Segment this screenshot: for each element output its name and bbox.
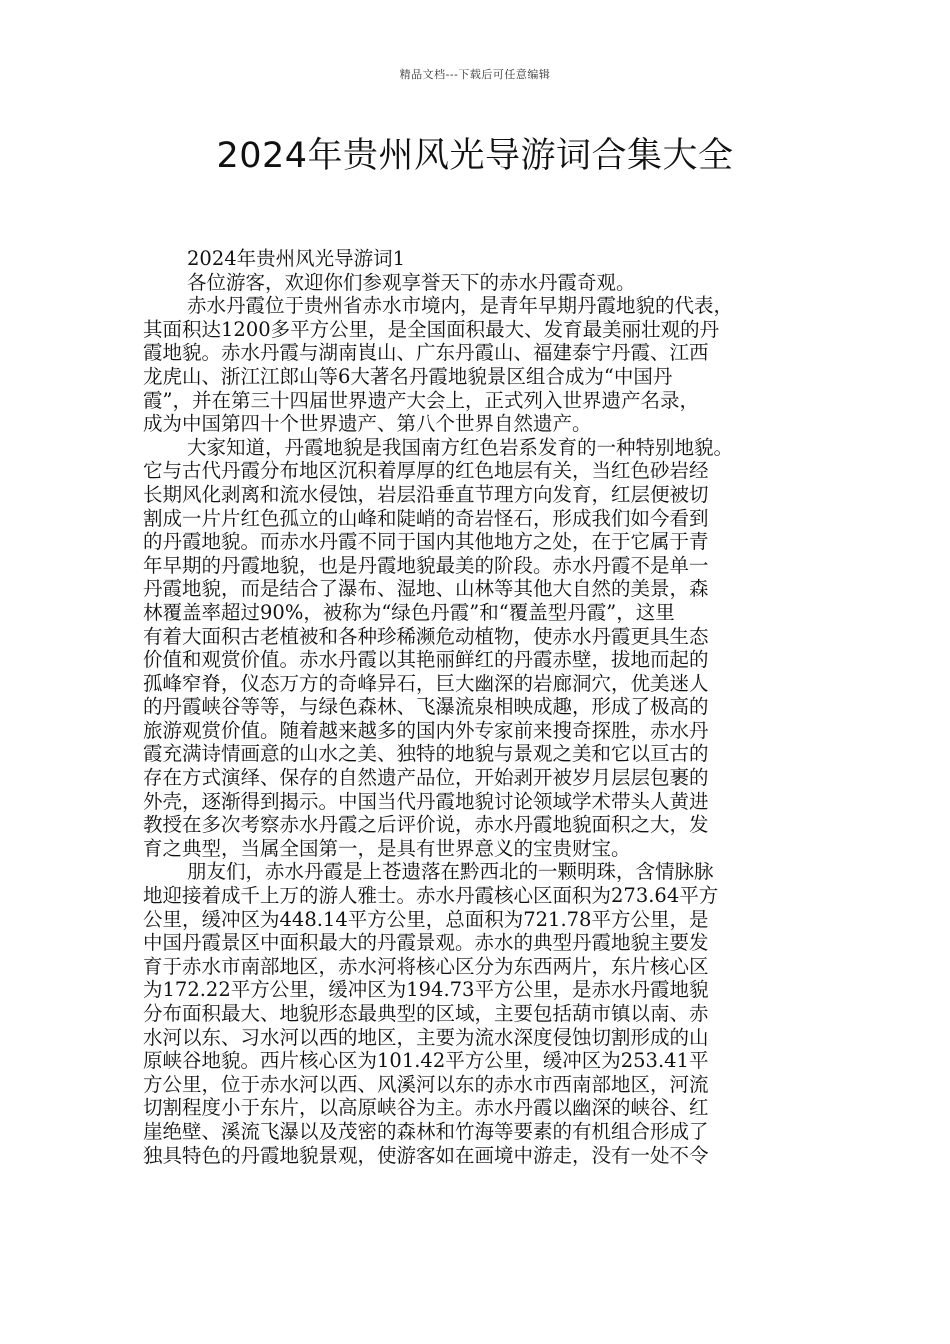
- text-line: 割成一片片红色孤立的山峰和陡峭的奇岩怪石，形成我们如今看到: [143, 506, 709, 530]
- text-line: 孤峰窄脊，仪态万方的奇峰异石，巨大幽深的岩廊洞穴，优美迷人: [143, 671, 709, 695]
- text-line: 价值和观赏价值。赤水丹霞以其艳丽鲜红的丹霞赤壁，拔地而起的: [143, 648, 709, 672]
- text-line: 独具特色的丹霞地貌景观，使游客如在画境中游走，没有一处不令: [143, 1143, 709, 1167]
- text-line: 地迎接着成千上万的游人雅士。赤水丹霞核心区面积为273.64平方: [143, 884, 719, 908]
- page-header-note: 精品文档---下载后可任意编辑: [399, 68, 551, 81]
- text-line: 教授在多次考察赤水丹霞之后评价说，赤水丹霞地貌面积之大，发: [143, 813, 709, 837]
- text-line: 2024年贵州风光导游词1: [187, 247, 406, 270]
- text-line: 的丹霞峡谷等等，与绿色森林、飞瀑流泉相映成趣，形成了极高的: [143, 695, 709, 719]
- text-line: 年早期的丹霞地貌，也是丹霞地貌最美的阶段。赤水丹霞不是单一: [143, 553, 709, 577]
- text-line: 切割程度小于东片，以高原峡谷为主。赤水丹霞以幽深的峡谷、红: [143, 1096, 709, 1120]
- text-line: 有着大面积古老植被和各种珍稀濒危动植物，使赤水丹霞更具生态: [143, 624, 709, 648]
- text-line: 存在方式演绎、保存的自然遗产品位，开始剥开被岁月层层包裹的: [143, 766, 709, 790]
- text-line: 龙虎山、浙江江郎山等6大著名丹霞地貌景区组合成为“中国丹: [143, 364, 673, 388]
- text-line: 大家知道，丹霞地貌是我国南方红色岩系发育的一种特别地貌。: [187, 435, 734, 459]
- text-line: 分布面积最大、地貌形态最典型的区域，主要包括葫市镇以南、赤: [143, 1002, 709, 1025]
- text-line: 霞地貌。赤水丹霞与湖南崀山、广东丹霞山、福建泰宁丹霞、江西: [143, 341, 709, 365]
- text-line: 各位游客，欢迎你们参观享誉天下的赤水丹霞奇观。: [187, 270, 636, 294]
- text-line: 公里，缓冲区为448.14平方公里，总面积为721.78平方公里，是: [143, 907, 709, 931]
- text-line: 霞”，并在第三十四届世界遗产大会上，正式列入世界遗产名录，: [143, 388, 699, 412]
- document-body: [143, 247, 823, 1167]
- text-line: 霞充满诗情画意的山水之美、独特的地貌与景观之美和它以亘古的: [143, 742, 709, 766]
- text-line: 为172.22平方公里，缓冲区为194.73平方公里，是赤水丹霞地貌: [143, 978, 709, 1002]
- text-line: 林覆盖率超过90%，被称为“绿色丹霞”和“覆盖型丹霞”，这里: [143, 600, 675, 624]
- text-line: 崖绝壁、溪流飞瀑以及茂密的森林和竹海等要素的有机组合形成了: [143, 1119, 709, 1143]
- text-line: 朋友们，赤水丹霞是上苍遗落在黔西北的一颗明珠，含情脉脉: [187, 860, 714, 884]
- text-line: 丹霞地貌，而是结合了瀑布、湿地、山林等其他大自然的美景，森: [143, 577, 709, 601]
- text-line: 成为中国第四十个世界遗产、第八个世界自然遗产。: [143, 412, 592, 436]
- document-title: 2024年贵州风光导游词合集大全: [216, 136, 734, 176]
- text-line: 原峡谷地貌。西片核心区为101.42平方公里，缓冲区为253.41平: [143, 1049, 709, 1073]
- text-line: 旅游观赏价值。随着越来越多的国内外专家前来搜奇探胜，赤水丹: [143, 718, 709, 742]
- text-line: 的丹霞地貌。而赤水丹霞不同于国内其他地方之处，在于它属于青: [143, 530, 709, 554]
- text-line: 赤水丹霞位于贵州省赤水市境内，是青年早期丹霞地貌的代表，: [187, 294, 734, 318]
- text-line: 它与古代丹霞分布地区沉积着厚厚的红色地层有关，当红色砂岩经: [143, 459, 709, 483]
- text-line: 中国丹霞景区中面积最大的丹霞景观。赤水的典型丹霞地貌主要发: [143, 931, 709, 955]
- text-line: 外壳，逐渐得到揭示。中国当代丹霞地貌讨论领域学术带头人黄进: [143, 789, 709, 813]
- text-line: 其面积达1200多平方公里，是全国面积最大、发育最美丽壮观的丹: [143, 317, 720, 341]
- text-line: 育于赤水市南部地区，赤水河将核心区分为东西两片，东片核心区: [143, 954, 709, 978]
- text-line: 育之典型，当属全国第一，是具有世界意义的宝贵财宝。: [143, 836, 631, 860]
- text-line: 方公里，位于赤水河以西、风溪河以东的赤水市西南部地区，河流: [143, 1072, 709, 1096]
- text-line: 长期风化剥离和流水侵蚀，岩层沿垂直节理方向发育，红层便被切: [143, 482, 709, 506]
- text-line: 水河以东、习水河以西的地区，主要为流水深度侵蚀切割形成的山: [143, 1025, 709, 1049]
